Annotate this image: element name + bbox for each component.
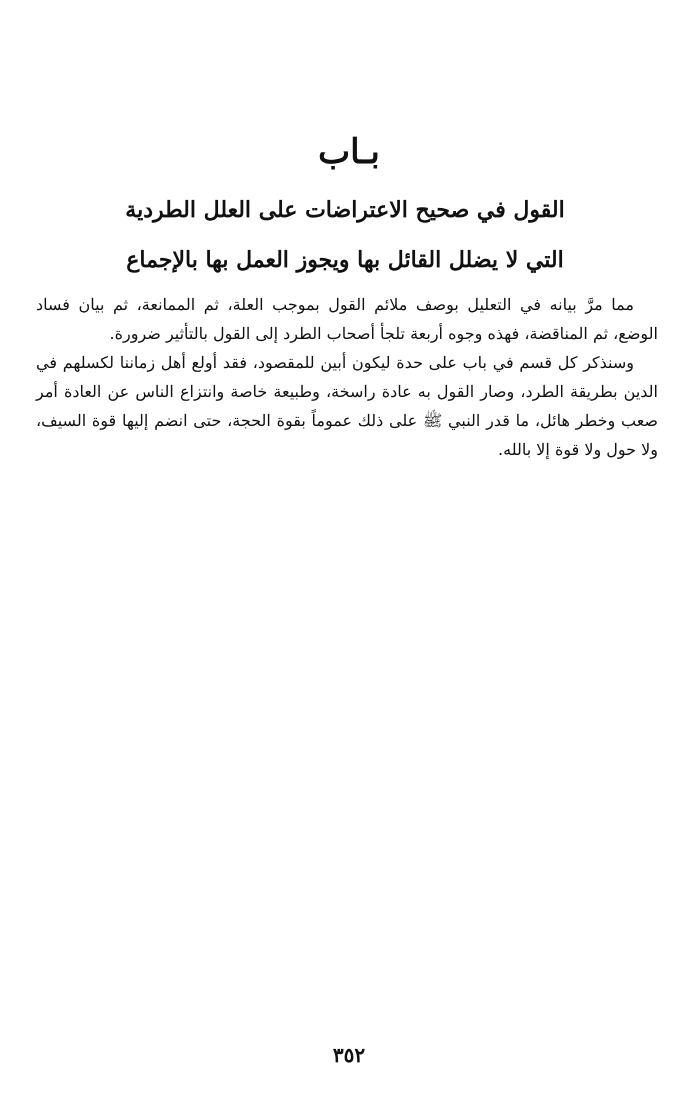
paragraph-1: مما مرَّ بيانه في التعليل بوصف ملائم القول بموجب العلة، ثم الممانعة، ثم بيان فساد الوضع، ثم المناقضة، فهذه وجوه أربعة تلجأ أصحاب الطرد إلى القول بالتأثير ضرورة. <box>36 295 658 343</box>
page-number: ٣٥٢ <box>332 1043 366 1067</box>
paragraph-2: وسنذكر كل قسم في باب على حدة ليكون أبين للمقصود، فقد أولع أهل زماننا لكسلهم في الدين بطريقة الطرد، وصار القول به عادة راسخة، وطبيعة خاصة وانتزاع الناس عن العادة أمر صعب وخطر هائل، ما قدر النبي ﷺ على ذلك عموماً بقوة الحجة، حتى انضم إليها قوة السيف، ولا حول ولا قوة إلا بالله. <box>36 353 658 459</box>
body-text <box>36 290 658 464</box>
chapter-heading-line-2: التي لا يضلل القائل بها ويجوز العمل بها بالإجماع <box>126 247 564 273</box>
chapter-heading-line-1: القول في صحيح الاعتراضات على العلل الطردية <box>125 197 565 223</box>
chapter-label: بـاب <box>318 132 380 172</box>
